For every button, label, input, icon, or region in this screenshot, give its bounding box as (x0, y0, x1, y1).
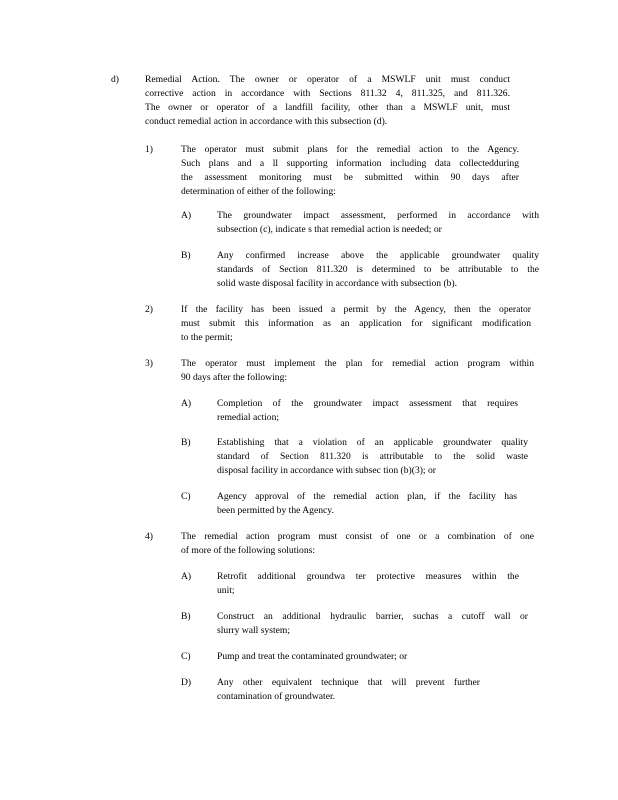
item-4c-text (217, 650, 477, 664)
item-1b-label: B) (181, 250, 191, 261)
item-4b-text (217, 610, 528, 638)
item-4a-text (217, 570, 519, 598)
text-line: Agency approval of the remedial action plan, if the facility has (217, 491, 517, 502)
text-line: Establishing that a violation of an applicable groundwater quality (217, 437, 528, 448)
text-line: corrective action in accordance with Sections 811.32 4, 811.325, and 811.326. (145, 87, 510, 99)
text-line: unit; (217, 584, 235, 596)
text-line: Any other equivalent technique that will prevent further (217, 677, 480, 688)
item-4-label: 4) (145, 531, 153, 542)
item-3-label: 3) (145, 358, 153, 369)
text-line: been permitted by the Agency. (217, 504, 334, 516)
text-line: If the facility has been issued a permit by the Agency, then the operator (181, 304, 531, 315)
text-line: 90 days after the following: (181, 371, 288, 383)
text-line: The groundwater impact assessment, performed in accordance with (217, 210, 539, 221)
text-line: to the permit; (181, 331, 233, 343)
item-1a-label: A) (181, 210, 192, 221)
item-4b-label: B) (181, 611, 191, 622)
text-line: must submit this information as an application for significant modification (181, 317, 531, 329)
text-line: remedial action; (217, 411, 280, 423)
item-1a-text (217, 209, 539, 237)
item-3c-text (217, 490, 517, 518)
text-line: Retrofit additional groundwa ter protective measures within the (217, 571, 519, 582)
text-line: determination of either of the following: (181, 185, 336, 197)
section-d-label: d) (111, 74, 119, 85)
item-4d-text (217, 676, 480, 704)
item-3b-text (217, 436, 528, 478)
item-2-text (181, 303, 531, 345)
text-line: Construct an additional hydraulic barrier, suchas a cutoff wall or (217, 611, 528, 622)
item-4d-label: D) (181, 677, 192, 688)
item-1-label: 1) (145, 144, 153, 155)
text-line: The operator must submit plans for the remedial action to the Agency. (181, 144, 519, 155)
text-line: Completion of the groundwater impact assessment that requires (217, 398, 518, 409)
text-line: The owner or operator of a landfill facility, other than a MSWLF unit, must (145, 101, 510, 113)
text-line: the assessment monitoring must be submitted within 90 days after (181, 171, 519, 183)
item-2-label: 2) (145, 304, 153, 315)
item-4c-label: C) (181, 651, 191, 662)
item-1b-text (217, 249, 539, 291)
item-3-text (181, 357, 534, 385)
text-line: Remedial Action. The owner or operator of a MSWLF unit must conduct (145, 74, 510, 85)
item-3a-text (217, 397, 518, 425)
text-line: The remedial action program must consist of one or a combination of one (181, 531, 534, 542)
text-line: subsection (c), indicate s that remedial action is needed; or (217, 223, 442, 235)
section-d-text (145, 73, 510, 129)
text-line: contamination of groundwater. (217, 690, 336, 702)
item-3c-label: C) (181, 491, 191, 502)
item-1-text (181, 143, 519, 199)
text-line: slurry wall system; (217, 624, 291, 636)
text-line: Any confirmed increase above the applicable groundwater quality (217, 250, 539, 261)
text-line: Such plans and a ll supporting information including data collectedduring (181, 157, 519, 169)
item-3b-label: B) (181, 437, 191, 448)
text-line: Pump and treat the contaminated groundwater; or (217, 651, 408, 662)
text-line: solid waste disposal facility in accordance with subsection (b). (217, 277, 458, 289)
item-3a-label: A) (181, 398, 192, 409)
text-line: of more of the following solutions: (181, 544, 316, 556)
text-line: conduct remedial action in accordance with this subsection (d). (145, 115, 388, 127)
text-line: The operator must implement the plan for remedial action program within (181, 358, 534, 369)
item-4-text (181, 530, 534, 558)
text-line: standards of Section 811.320 is determined to be attributable to the (217, 263, 539, 275)
item-4a-label: A) (181, 571, 192, 582)
text-line: standard of Section 811.320 is attributable to the solid waste (217, 450, 528, 462)
text-line: disposal facility in accordance with subsec tion (b)(3); or (217, 464, 436, 476)
